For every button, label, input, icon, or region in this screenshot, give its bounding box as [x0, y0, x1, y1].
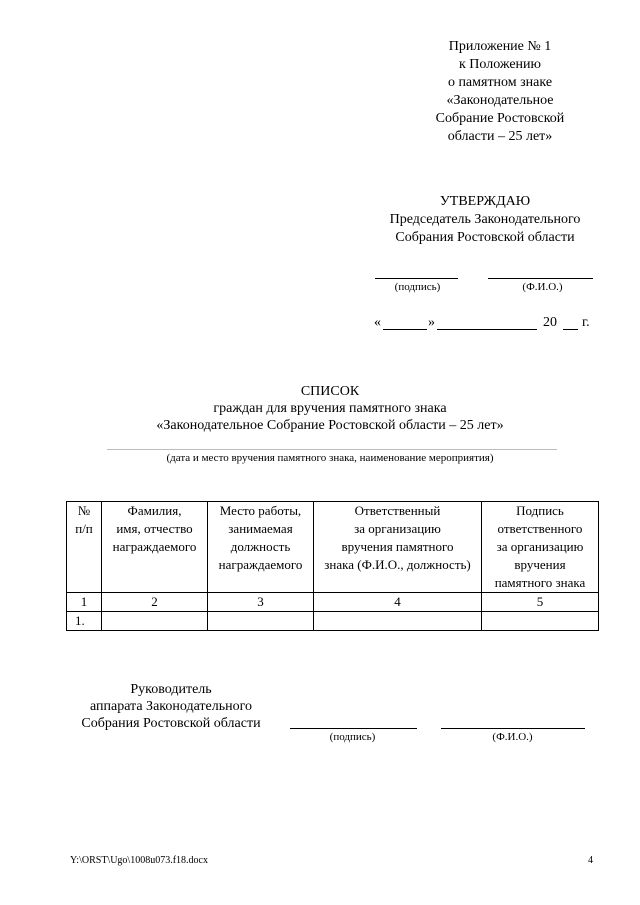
head-block [66, 681, 276, 732]
approval-date [374, 314, 604, 334]
date-close-quote: » [428, 315, 435, 330]
approval-title: УТВЕРЖДАЮ [439, 194, 531, 209]
appendix-line: о памятном знаке [447, 75, 553, 90]
head-title-line: Руководитель [130, 682, 212, 697]
date-open-quote: « [374, 315, 381, 330]
table-cell [482, 612, 599, 631]
appendix-line: области – 25 лет» [447, 129, 553, 144]
header-signature: Подпись ответственного за организацию вручения памятного знака [482, 502, 599, 593]
page-number: 4 [588, 855, 593, 866]
head-title-line: аппарата Законодательного [89, 699, 253, 714]
table-cell [208, 612, 314, 631]
appendix-line: Собрание Ростовской [435, 111, 565, 126]
table-row [67, 612, 599, 631]
date-year-line [563, 329, 578, 330]
approval-signature-label: (подпись) [394, 281, 441, 293]
table-cell [102, 612, 208, 631]
head-name-line [441, 728, 585, 729]
date-month-line [437, 329, 537, 330]
column-number: 2 [102, 593, 208, 612]
footer-file-path: Y:\ORST\Ugo\1008u073.f18.docx [70, 855, 208, 866]
appendix-line: Приложение № 1 [448, 39, 552, 54]
column-number-row [67, 593, 599, 612]
list-subtitle: «Законодательное Собрание Ростовской области – 25 лет» [156, 418, 504, 433]
date-day-line [383, 329, 427, 330]
award-table [66, 501, 599, 631]
approval-position-line: Собрания Ростовской области [395, 230, 575, 245]
date-year-prefix: 20 [543, 315, 557, 330]
header-full-name: Фамилия, имя, отчество награждаемого [102, 502, 208, 593]
table-cell: 1. [67, 612, 102, 631]
list-title: СПИСОК [300, 384, 360, 399]
column-number: 4 [314, 593, 482, 612]
appendix-block [420, 38, 580, 146]
appendix-line: «Законодательное [446, 93, 554, 108]
header-workplace: Место работы, занимаемая должность награждаемого [208, 502, 314, 593]
list-title-block [100, 383, 560, 434]
event-caption: (дата и место вручения памятного знака, наименование мероприятия) [166, 452, 494, 464]
header-number: № п/п [67, 502, 102, 593]
header-responsible: Ответственный за организацию вручения памятного знака (Ф.И.О., должность) [314, 502, 482, 593]
column-number: 5 [482, 593, 599, 612]
date-year-suffix: г. [582, 315, 590, 330]
list-subtitle: граждан для вручения памятного знака [213, 401, 447, 416]
approval-signature-line [375, 278, 458, 279]
approval-name-label: (Ф.И.О.) [522, 281, 563, 293]
head-signature-label: (подпись) [329, 731, 376, 743]
table-header-row [67, 502, 599, 593]
head-name-label: (Ф.И.О.) [492, 731, 533, 743]
approval-name-line [488, 278, 593, 279]
event-line [107, 449, 557, 450]
column-number: 1 [67, 593, 102, 612]
approval-position-line: Председатель Законодательного [389, 212, 581, 227]
head-title-line: Собрания Ростовской области [81, 716, 261, 731]
column-number: 3 [208, 593, 314, 612]
table-cell [314, 612, 482, 631]
appendix-line: к Положению [458, 57, 541, 72]
head-signature-line [290, 728, 417, 729]
approval-block [370, 193, 600, 247]
